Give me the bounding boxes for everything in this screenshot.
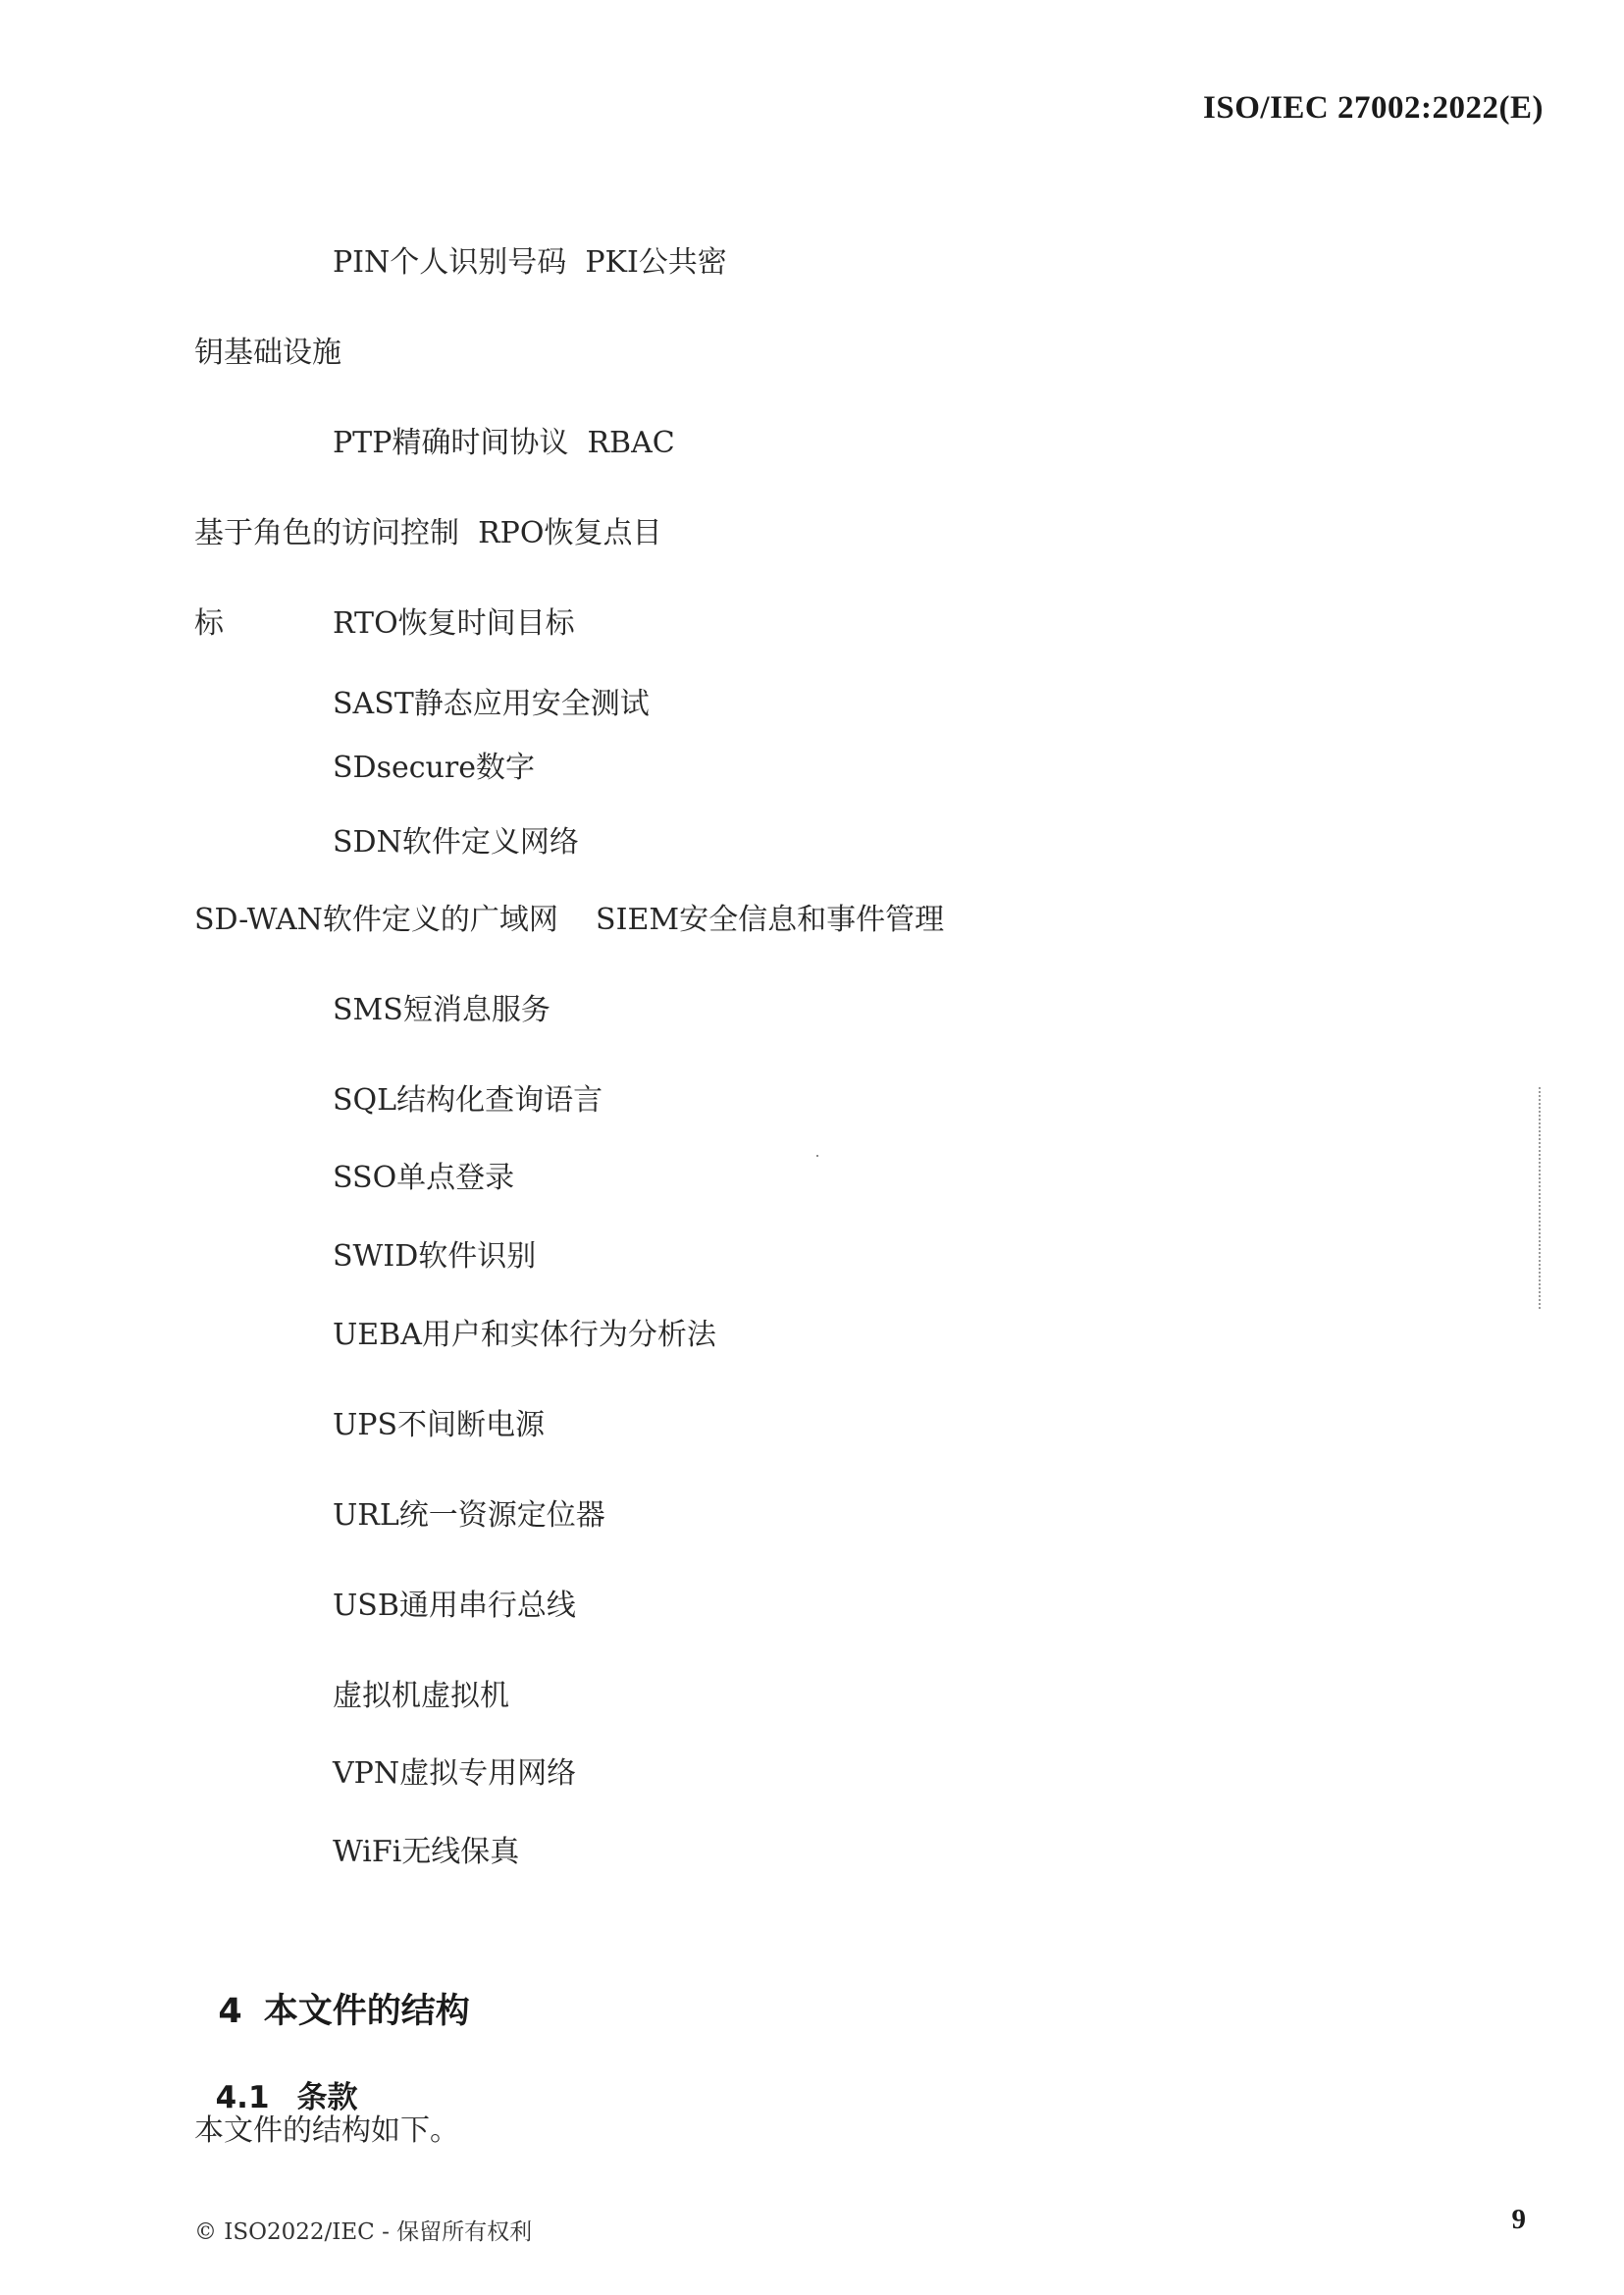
abbreviation-line: 标 [194,606,224,641]
scan-speck [816,1155,818,1157]
subsection-title: 条款 [296,2080,358,2115]
abbreviation-line: SDsecure数字 [333,751,535,785]
abbreviation-line: UPS不间断电源 [333,1408,546,1442]
abbreviation-line: SDN软件定义网络 [333,825,579,860]
abbreviation-line: SD-WAN软件定义的广域网 SIEM安全信息和事件管理 [194,903,945,937]
document-id-header: ISO/IEC 27002:2022(E) [1203,90,1544,126]
section-number: 4 [218,1992,242,2031]
copyright-footer: © ISO2022/IEC - 保留所有权利 [194,2219,533,2245]
abbreviation-line: SSO单点登录 [333,1161,515,1195]
page-number: 9 [1511,2204,1526,2235]
margin-dotted-mark [1539,1087,1546,1309]
section-heading [194,1945,470,2033]
section-title: 本文件的结构 [263,1992,470,2031]
abbreviation-line: PTP精确时间协议 RBAC [333,426,675,460]
abbreviation-line: PIN个人识别号码 PKI公共密 [333,245,727,280]
abbreviation-line: URL统一资源定位器 [333,1498,605,1533]
abbreviation-line: SWID软件识别 [333,1239,537,1274]
abbreviation-line: USB通用串行总线 [333,1589,576,1623]
abbreviation-line: SMS短消息服务 [333,993,550,1027]
abbreviation-line: SAST静态应用安全测试 [333,687,650,721]
abbreviation-line: 虚拟机虚拟机 [333,1679,509,1713]
abbreviation-line: RTO恢复时间目标 [333,606,575,641]
body-paragraph: 本文件的结构如下。 [194,2113,459,2148]
abbreviation-line: 钥基础设施 [194,336,341,370]
abbreviation-line: SQL结构化查询语言 [333,1083,603,1118]
subsection-heading [194,2037,358,2116]
abbreviation-line: 基于角色的访问控制 RPO恢复点目 [194,516,662,550]
abbreviation-line: WiFi无线保真 [333,1835,520,1869]
abbreviation-line: VPN虚拟专用网络 [333,1756,577,1791]
abbreviation-line: UEBA用户和实体行为分析法 [333,1318,716,1352]
subsection-number: 4.1 [215,2080,270,2115]
